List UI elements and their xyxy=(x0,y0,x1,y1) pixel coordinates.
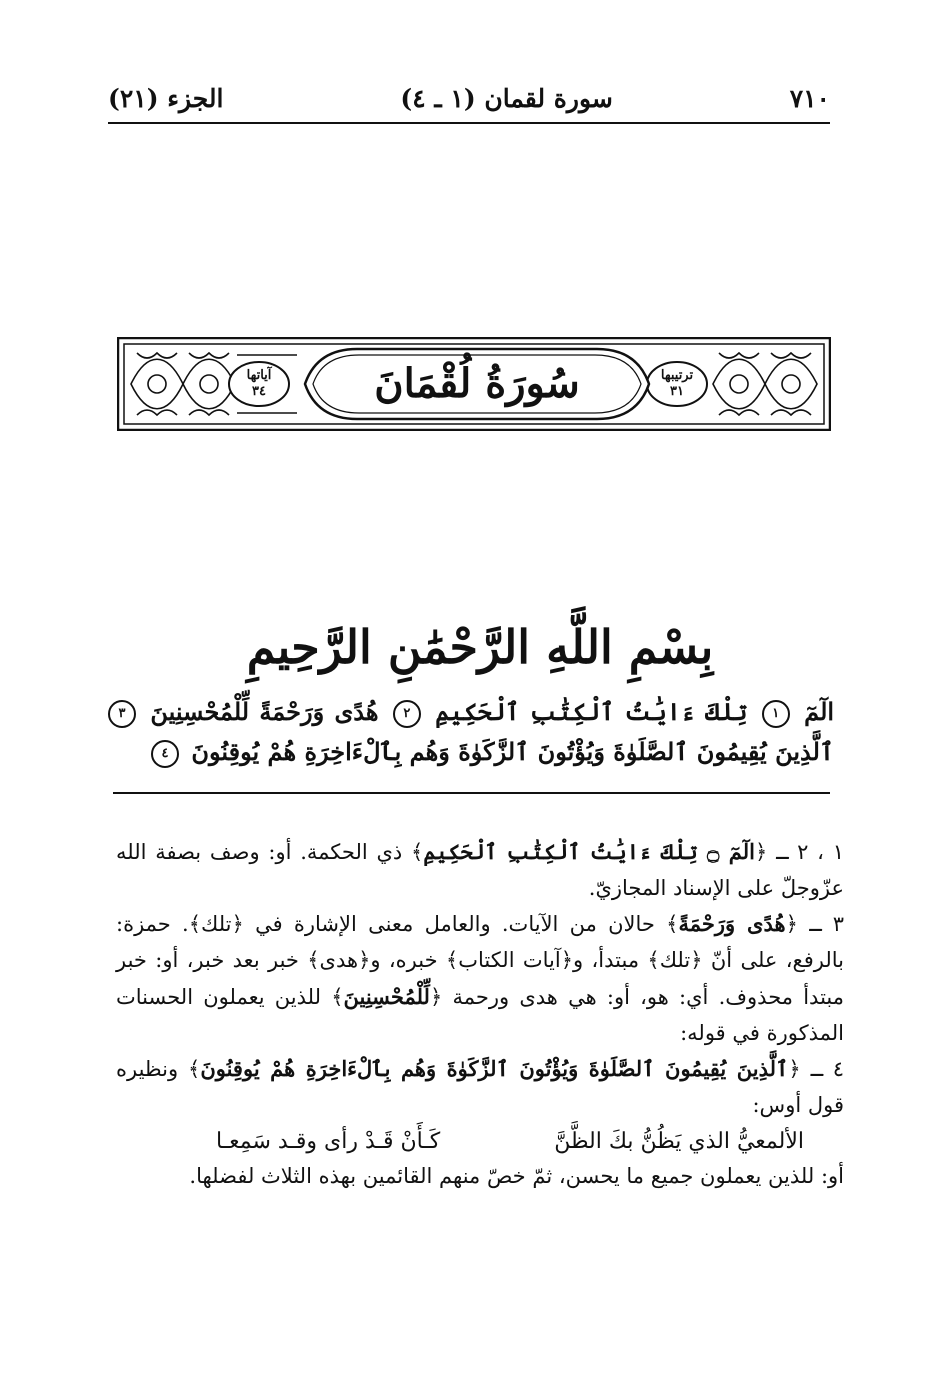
order-value: ٣١ xyxy=(670,384,684,399)
juz-label: الجزء (٢١) xyxy=(108,83,224,113)
surah-reference: سورة لقمان (١ ـ ٤) xyxy=(400,83,613,113)
verse-1: الٓمٓ xyxy=(804,697,835,726)
poem-verse xyxy=(116,1124,844,1160)
verse-3: هُدًى وَرَحْمَةً لِّلْمُحْسِنِينَ xyxy=(150,697,379,726)
surah-title: سُورَةُ لُقْمَانَ xyxy=(374,359,580,407)
surah-banner xyxy=(117,337,831,431)
ayat-value: ٣٤ xyxy=(252,384,266,399)
quoted-verse: لِّلْمُحْسِنِينَ xyxy=(343,983,430,1009)
commentary-paragraph xyxy=(116,834,844,906)
surah-order-medallion xyxy=(649,364,705,404)
verse-2: تِلْكَ ءَايَٰتُ ٱلْكِتَٰبِ ٱلْحَكِيمِ xyxy=(435,697,748,726)
verse-ref: ٣ ـ ﴿ xyxy=(785,912,844,937)
ayat-label: آياتها xyxy=(246,368,272,383)
header-divider xyxy=(108,122,830,124)
order-label: ترتيبها xyxy=(660,368,694,383)
quoted-verse: الٓمٓ ۝ تِلْكَ ءَايَٰتُ ٱلْكِتَٰبِ ٱلْحَكِيمِ xyxy=(423,839,755,864)
ayah-marker-icon: ١ xyxy=(762,700,790,728)
paragraph-text: ﴾ للذين يعملون الحسنات المذكورة في قوله: xyxy=(116,984,844,1045)
quran-verses xyxy=(104,692,834,772)
ayah-marker-icon: ٤ xyxy=(151,740,179,768)
commentary xyxy=(116,834,844,1195)
basmala: بِسْمِ اللَّهِ الرَّحْمَٰنِ الرَّحِيمِ xyxy=(246,620,714,674)
ayah-marker-icon: ٢ xyxy=(393,700,421,728)
quoted-verse: ٱلَّذِينَ يُقِيمُونَ ٱلصَّلَوٰةَ وَيُؤْتُونَ ٱلزَّكَوٰةَ وَهُم بِٱلْءَاخِرَةِ هُمْ يُوقِنُونَ xyxy=(200,1056,789,1082)
verse-ref: ٤ ـ ﴿ xyxy=(788,1057,844,1082)
paragraph-text: ﴾ ذي الحكمة. أو: وصف بصفة الله عزّوجلّ على الإسناد المجازيّ. xyxy=(116,840,844,900)
ayah-marker-icon: ٣ xyxy=(108,700,136,728)
commentary-paragraph xyxy=(116,906,844,1051)
page-number: ٧١٠ xyxy=(789,83,830,113)
verse-divider xyxy=(113,792,830,794)
paragraph-text: ﴾ حالان من الآيات. والعامل معنى الإشارة في ﴿تلك﴾. حمزة: بالرفع، على أنّ ﴿تلك﴾ مبتدأ، و﴿آيات الكتاب﴾ خبره، و﴿هدى﴾ خبر بعد خبر، أو: خبر مبتدأ محذوف. أي: هو، أو: هي هدى ورحمة ﴿ xyxy=(116,912,844,1009)
ayat-count-medallion xyxy=(231,364,287,404)
poem-hemistich-left: كَـأَنْ قَـدْ رأى وقـد سَمِعـا xyxy=(216,1128,441,1154)
poem-hemistich-right: الألمعيُّ الذي يَظُنُّ بكَ الظَّنَّ xyxy=(554,1128,804,1154)
commentary-paragraph: أو: للذين يعملون جميع ما يحسن، ثمّ خصّ منهم القائمين بهذه الثلاث لفضلها. xyxy=(189,1164,844,1189)
commentary-paragraph xyxy=(116,1051,844,1123)
running-header xyxy=(108,78,830,118)
paragraph-text: ﴾ ونظيره قول أوس: xyxy=(116,1057,844,1117)
verse-4: ٱلَّذِينَ يُقِيمُونَ ٱلصَّلَوٰةَ وَيُؤْتُونَ ٱلزَّكَوٰةَ وَهُم بِٱلْءَاخِرَةِ هُمْ يُوقِنُونَ xyxy=(191,737,834,766)
verse-ref: ١ ، ٢ ـ ﴿ xyxy=(754,840,845,864)
quoted-verse: هُدًى وَرَحْمَةً xyxy=(678,911,786,937)
